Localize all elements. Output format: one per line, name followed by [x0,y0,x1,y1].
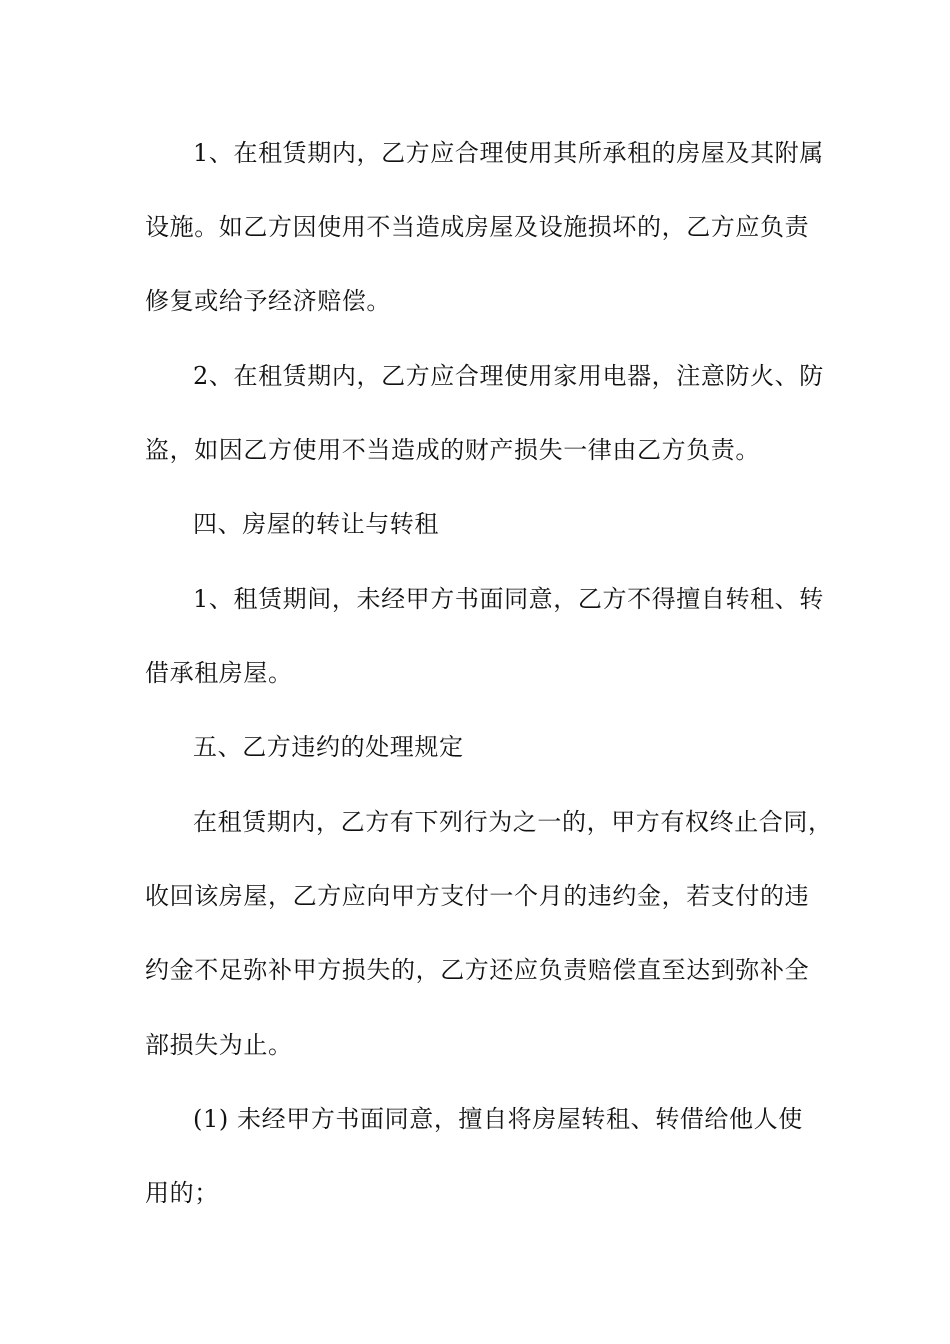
paragraph-line: 修复或给予经济赔偿。 [145,287,391,315]
paragraph-line: 收回该房屋，乙方应向甲方支付一个月的违约金，若支付的违 [145,882,810,910]
list-item-line: (1) 未经甲方书面同意，擅自将房屋转租、转借给他人使 [193,1105,803,1133]
paragraph-line: 在租赁期内，乙方有下列行为之一的，甲方有权终止合同， [193,808,833,836]
paragraph-line: 设施。如乙方因使用不当造成房屋及设施损坏的，乙方应负责 [145,213,810,241]
paragraph-line: 部损失为止。 [145,1031,293,1059]
paragraph-line: 盗，如因乙方使用不当造成的财产损失一律由乙方负责。 [145,436,760,464]
paragraph-line: 1、租赁期间，未经甲方书面同意，乙方不得擅自转租、转 [193,585,824,613]
section-heading: 四、房屋的转让与转租 [193,510,439,538]
section-heading: 五、乙方违约的处理规定 [193,733,464,761]
paragraph-line: 借承租房屋。 [145,659,293,687]
paragraph-line: 约金不足弥补甲方损失的，乙方还应负责赔偿直至达到弥补全 [145,956,810,984]
list-item-line: 用的； [145,1179,219,1207]
paragraph-line: 2、在租赁期内，乙方应合理使用家用电器，注意防火、防 [193,362,824,390]
paragraph-line: 1、在租赁期内，乙方应合理使用其所承租的房屋及其附属 [193,139,824,167]
